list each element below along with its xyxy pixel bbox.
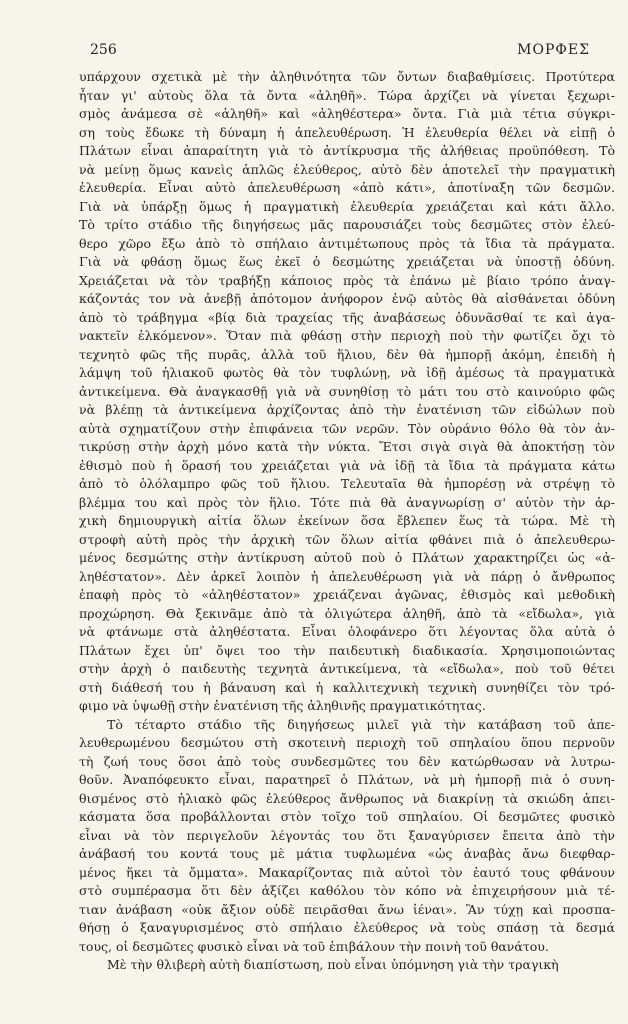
text-body — [79, 68, 615, 975]
text-line: Τὸ τρίτο στάδιο τῆς διηγήσεως μᾶς παρουσιάζει τοὺς δεσμῶτες στὸν ἐλεύ- — [79, 217, 615, 232]
text-line: προχώρηση. Θὰ ξεκινᾶμε ἀπὸ τὰ ὀλιγώτερα ἀληθῆ, ἀπὸ τὰ «εἴδωλα», γιὰ — [79, 605, 615, 621]
text-line: ἐλευθερία. Εἶναι αὐτὸ ἀπελευθέρωση «ἀπὸ κάτι», ἀποτίναξη τῶν δεσμῶν. — [79, 180, 615, 195]
text-line: στὴ διάθεσή του ἡ βάναυση καὶ ἡ καλλιτεχνικὴ τεχνικὴ συνηθίζει τὸν τρό- — [79, 679, 615, 695]
text-line: στὸ συμπέρασμα ὅτι δὲν ἀξίζει καθόλου τὸν κόπο νὰ ἐπιχειρήσουν μιὰ τέ- — [79, 883, 615, 898]
text-line: ἐπαφὴ πρὸς τὸ «ἀληθέστατον» χρειάζεναι ἀγῶνας, ἐθισμὸς καὶ μεθοδικὴ — [79, 587, 615, 602]
text-line: Χρειάζεται νὰ τὸν τραβήξῃ κάποιος πρὸς τὰ ἐπάνω μὲ βίαιο τρόπο ἀναγ- — [79, 272, 615, 288]
text-line: τὴ ζωή τους ὅσοι ἀπὸ τοὺς συνδεσμῶτες του δὲν κατώρθωσαν νὰ λυτρω- — [79, 753, 615, 769]
text-line: χικὴ δημιουργικὴ αἰτία ὅλων ἐκείνων ὅσα ἔβλεπεν ἕως τὰ τώρα. Μὲ τὴ — [79, 513, 615, 528]
text-line: στὴν ἀρχὴ ὁ παιδευτὴς τεχνητὰ ἀντικείμενα, τὰ «εἴδωλα», ποὺ τοῦ θέτει — [79, 661, 615, 676]
text-line: εἶναι νὰ τὸν περιγελοῦν λέγοντάς του ὅτι ξαναγύρισεν ἔπειτα ἀπὸ τὴν — [79, 827, 615, 843]
text-line: Πλάτων ἔχει ὑπ' ὄψει τοο τὴν παιδευτικὴ διαδικασία. Χρησιμοποιώντας — [79, 642, 615, 658]
text-line: Γιὰ νὰ φθάσῃ ὅμως ἕως ἐκεῖ ὁ δεσμώτης χρειάζεται νὰ ὑποστῇ ὀδύνη. — [79, 254, 615, 269]
text-line: Πλάτων εἶναι ἀπαραίτητη γιὰ τὸ ἀντίκρυσμα τῆς ἀλήθειας προϋπόθεση. Τὸ — [79, 143, 615, 158]
text-line: φιμο νὰ ὑψωθῇ στὴν ἐνατένιση τῆς ἀληθινῆς πραγματικότητας. — [79, 698, 486, 713]
text-line: ληθέστατον». Δὲν ἀρκεῖ λοιπὸν ἡ ἀπελευθέρωση γιὰ νὰ πάρῃ ὁ ἄνθρωπος — [79, 568, 615, 584]
paragraph — [79, 956, 615, 975]
text-line: λευθερωμένου δεσμώτου στὴ σκοτεινὴ περιοχὴ τοῦ σπηλαίου ὅπου περνοῦν — [79, 735, 615, 750]
text-line: σμὸς ἀνάμεσα σὲ «ἀληθῆ» καὶ «ἀληθέστερα» ὄντα. Γιὰ μιὰ τέτια σύγκρι- — [79, 106, 615, 121]
text-line: νὰ μείνῃ ὅμως κανεὶς ἁπλῶς ἐλεύθερος, αὐτὸ δὲν ἀποτελεῖ τὴν πραγματικὴ — [79, 161, 615, 177]
text-line: Γιὰ νὰ ὑπάρξῃ ὅμως ἡ πραγματικὴ ἐλευθερία χρειάζεται καὶ κάτι ἄλλο. — [79, 198, 615, 214]
text-line: ἦταν γι' αὐτοὺς ὅλα τὰ ὄντα «ἀληθῆ». Τώρα ἀρχίζει νὰ γίνεται ξεχωρι- — [79, 87, 615, 103]
text-line: ἀντικείμενα. Θὰ ἀναγκασθῇ γιὰ νὰ συνηθίσῃ τὸ μάτι του στὸ καινούριο φῶς — [79, 383, 615, 399]
text-line: ση τοὺς ἔδωκε τὴ δύναμη ἡ ἀπελευθέρωση. Ἡ ἐλευθερία θέλει νὰ εἰπῇ ὁ — [79, 124, 615, 140]
text-line: Μὲ τὴν θλιβερὴ αὐτὴ διαπίστωση, ποὺ εἶναι ὑπόμνηση γιὰ τὴν τραγικὴ — [107, 957, 559, 972]
text-line: ἀπὸ τὸ ὁλόλαμπρο φῶς τοῦ ἥλιου. Τελευταῖα θὰ ἠμπορέσῃ νὰ στρέψῃ τὸ — [79, 476, 615, 491]
text-line: νακτεῖν ἑλκόμενον». Ὅταν πιὰ φθάσῃ στὴν περιοχὴ ποὺ τὴν φωτίζει ὄχι τὸ — [79, 328, 615, 343]
text-line: νὰ βλέπῃ τὰ ἀντικείμενα ἀρχίζοντας ἀπὸ τὴν ἐνατένιση τῶν εἰδώλων ποὺ — [79, 402, 615, 417]
page-number: 256 — [90, 42, 117, 58]
text-line: τιαν ἀνάβαση «οὐκ ἄξιον οὐδὲ πειρᾶσθαι ἄνω ἰέναι». Ἂν τύχῃ καὶ προσπα- — [79, 901, 615, 917]
text-line: τικρύσῃ στὴν ἀρχὴ μόνο κατὰ τὴν νύκτα. Ἔτσι σιγὰ σιγὰ θὰ ἀποκτήσῃ τὸν — [79, 439, 615, 454]
text-line: θήσῃ ὁ ξαναγυρισμένος στὸ σπήλαιο ἐλεύθερος νὰ τοὺς σπάσῃ τὰ δεσμά — [79, 920, 615, 935]
paragraph — [79, 68, 615, 716]
text-line: ἀνάβασή του κοντά τους μὲ μάτια τυφλωμένα «ὡς ἀναβὰς ἄνω διεφθαρ- — [79, 846, 615, 861]
text-line: ἐθισμὸ ποὺ ἡ ὅρασή του χρειάζεται γιὰ νὰ ἰδῇ τὰ ἴδια τὰ πράγματα κάτω — [79, 457, 615, 473]
text-line: μένος ἥκει τὰ ὄμματα». Μακαρίζοντας πιὰ αὐτοὶ τὸν ἑαυτό τους φθάνουν — [79, 864, 615, 880]
text-line: αὐτὰ σχηματίζουν στὴν ἐπιφάνεια τῶν νερῶν. Τὸν οὐράνιο θόλο θὰ τὸν ἀν- — [79, 420, 615, 436]
text-line: υπάρχουν σχετικὰ μὲ τὴν ἀληθινότητα τῶν ὄντων διαβαθμίσεις. Προτύτερα — [79, 69, 615, 84]
text-line: τους, οἱ δεσμῶτες φυσικὸ εἶναι νὰ τοῦ ἐπιβάλουν τὴν ποινὴ τοῦ θανάτου. — [79, 938, 549, 954]
page-header — [0, 42, 628, 64]
text-line: στροφὴ αὐτὴ πρὸς τὴν ἀρχικὴ τῶν ὅλων αἰτία φθάνει πιὰ ὁ ἀπελευθερω- — [79, 531, 615, 547]
text-line: τεχνητὸ φῶς τῆς πυρᾶς, ἀλλὰ τοῦ ἥλιου, δὲν θὰ ἠμπορῇ ἀκόμη, ἐπειδὴ ἡ — [79, 346, 615, 362]
text-line: θοῦν. Ἀναπόφευκτο εἶναι, παρατηρεῖ ὁ Πλάτων, νὰ μὴ ἠμπορῇ πιὰ ὁ συνη- — [79, 772, 615, 787]
text-line: νὰ φτάνωμε στὰ ἀληθέστατα. Εἶναι ὁλοφάνερο ὅτι λέγοντας ὅλα αὐτὰ ὁ — [79, 624, 615, 639]
text-line: Τὸ τέταρτο στάδιο τῆς διηγήσεως μιλεῖ γιὰ τὴν κατάβαση τοῦ ἀπε- — [107, 716, 615, 732]
text-line: θισμένος στὸ ἡλιακὸ φῶς ἐλεύθερος ἄνθρωπος νὰ διακρίνῃ τὰ σκιώδη ἀπει- — [79, 790, 615, 806]
text-line: κάζοντάς τον νὰ ἀνεβῇ ἀπότομον ἀνήφορον ἐνῷ αὐτὸς θὰ αἰσθάνεται ὀδύνη — [79, 291, 615, 306]
text-line: μένος δεσμώτης στὴν ἀντίκρυση αὐτοῦ ποὺ ὁ Πλάτων χαρακτηρίζει ὡς «ἀ- — [79, 550, 615, 565]
text-line: βλέμμα του καὶ πρὸς τὸν ἥλιο. Τότε πιὰ θὰ ἀναγνωρίσῃ σ' αὐτὸν τὴν ἀρ- — [79, 494, 615, 510]
running-title: ΜΟΡΦΕΣ — [517, 42, 590, 58]
text-line: θερο χῶρο ἔξω ἀπὸ τὸ σπήλαιο ἀντιμέτωπους πρὸς τὰ ἴδια τὰ πράγματα. — [79, 235, 615, 251]
text-line: λάμψη τοῦ ἡλιακοῦ φωτὸς θὰ τὸν τυφλώνῃ, νὰ ἰδῇ ἀμέσως τὰ πραγματικὰ — [79, 365, 615, 380]
text-line: ἀπὸ τὸ τράβηγμα «βίᾳ διὰ τραχείας τῆς ἀναβάσεως ὀδυνᾶσθαί τε καὶ ἀγα- — [79, 309, 615, 325]
text-line: κάσματα ὅσα προβάλλονται στὸν τοῖχο τοῦ σπηλαίου. Οἱ δεσμῶτες φυσικὸ — [79, 809, 615, 824]
paragraph — [79, 716, 615, 957]
